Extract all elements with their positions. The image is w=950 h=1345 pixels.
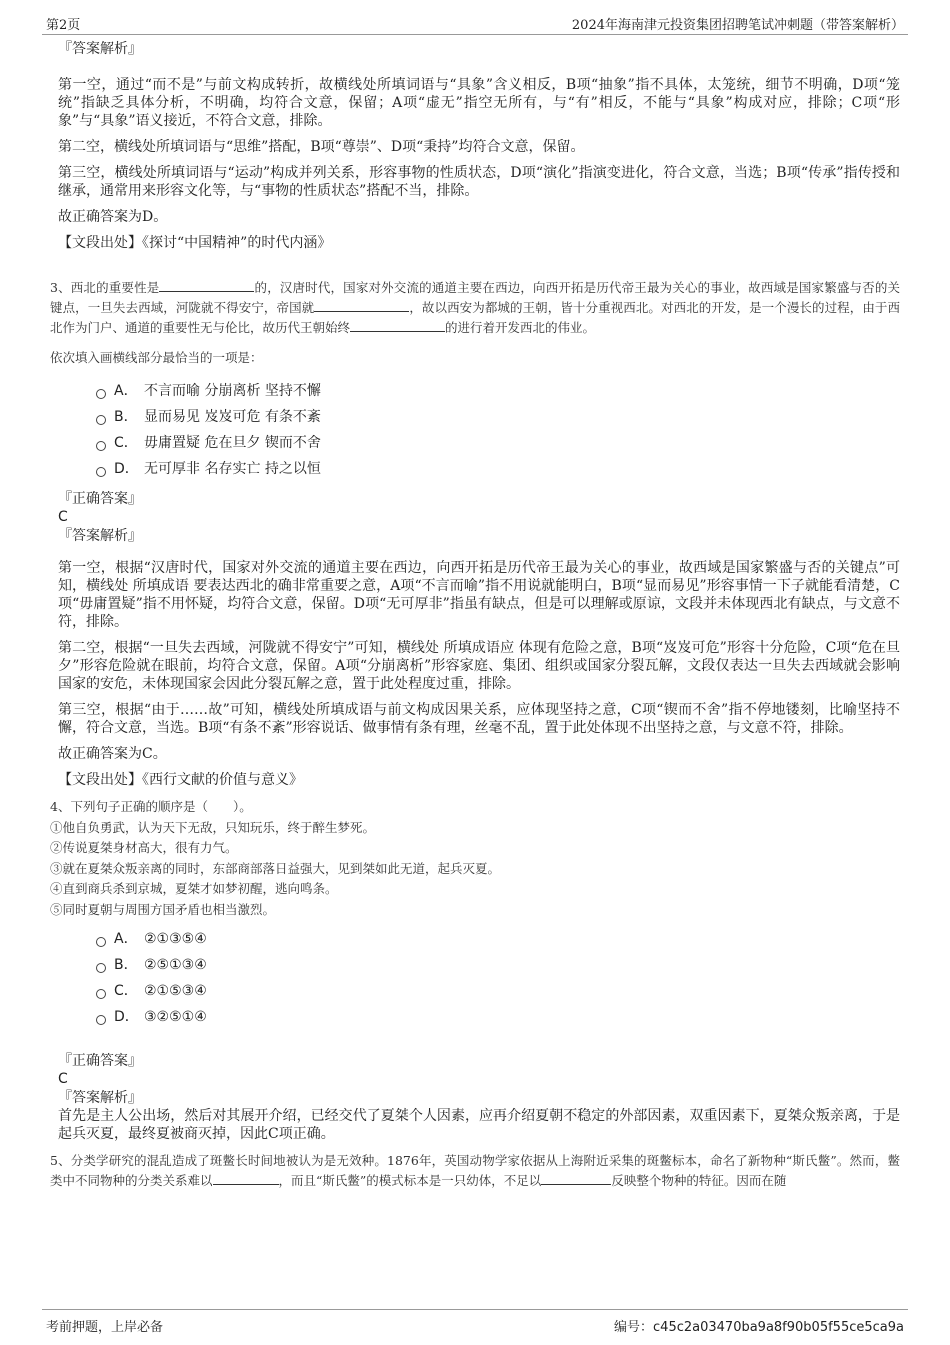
option-a[interactable]: A． 不言而喻 分崩离析 坚持不懈 xyxy=(96,378,900,404)
page-number: 第2页 xyxy=(46,18,81,33)
analysis-paragraph: 第二空，根据“一旦失去西域，河陇就不得安宁”可知，横线处 所填成语应 体现有危险之意，B项“岌岌可危”形容十分危险，C项“危在旦夕”形容危险就在眼前，均符合文意，保留。A项“分崩离析”形容家庭、集团、组织或国家分裂瓦解，文段仅表达一旦失去西域就会影响国家的安危，未体现国家会因此分裂瓦解之意，置于此处程度过重，排除。 xyxy=(58,640,900,692)
page-header xyxy=(42,10,908,35)
question-5-stem: 5、分类学研究的混乱造成了斑鳖长时间地被认为是无效种。1876年，英国动物学家依据从上海附近采集的斑鳖标本，命名了新物种“斯氏鳖”。然而，鳖类中不同物种的分类关系难以 ，而且“斯氏鳖”的模式标本是一只幼体，不足以 反映整个物种的特征。因而在随 xyxy=(50,1153,900,1188)
correct-answer: C xyxy=(58,509,68,525)
fill-blank xyxy=(314,299,409,312)
radio-button[interactable] xyxy=(96,389,106,399)
correct-answer-label: 『正确答案』 xyxy=(58,1053,142,1069)
question-4-stem: 4、下列句子正确的顺序是（ ）。 xyxy=(50,799,252,814)
sentence-2: ②传说夏桀身材高大，很有力气。 xyxy=(50,840,238,855)
radio-button[interactable] xyxy=(96,937,106,947)
correct-answer: C xyxy=(58,1071,68,1087)
analysis-paragraph: 第一空，通过“而不是”与前文构成转折，故横线处所填词语与“具象”含义相反，B项“抽象”指不具体，太笼统，细节不明确，D项“笼统”指缺乏具体分析，不明确，均符合文意，保留；A项“虚无”指空无所有，与“有”相反，不能与“具象”构成对应，排除；C项“形象”与“具象”语义接近，不符合文意，排除。 xyxy=(58,77,900,129)
radio-button[interactable] xyxy=(96,1015,106,1025)
analysis-paragraph: 第二空，横线处所填词语与“思维”搭配，B项“尊崇”、D项“秉持”均符合文意，保留。 xyxy=(58,139,585,155)
source-citation: 【文段出处】《西行文献的价值与意义》 xyxy=(58,772,303,788)
answer-analysis-label: 『答案解析』 xyxy=(58,528,142,544)
footer-slogan: 考前押题，上岸必备 xyxy=(46,1320,164,1335)
option-a[interactable]: A． ②①③⑤④ xyxy=(96,926,900,952)
radio-button[interactable] xyxy=(96,415,106,425)
sentence-4: ④直到商兵杀到京城，夏桀才如梦初醒，逃向鸣条。 xyxy=(50,881,338,896)
fill-blank xyxy=(350,319,445,332)
question-4-options xyxy=(96,926,900,1030)
analysis-paragraph: 第一空，根据“汉唐时代，国家对外交流的通道主要在西边，向西开拓是历代帝王最为关心的事业，故西域是国家繁盛与否的关键点”可知，横线处 所填成语 要表达西北的确非常重要之意，A项“不言而喻”指不用说就能明白，B项“显而易见”形容事情一下子就能看清楚，C项“毋庸置疑”指不用怀疑，均符合文意，保留。D项“无可厚非”指虽有缺点，但是可以理解或原谅，文段并未体现西北有缺点，与文意不符，排除。 xyxy=(58,560,900,630)
option-d[interactable]: D． ③②⑤①④ xyxy=(96,1004,900,1030)
option-c[interactable]: C． ②①⑤③④ xyxy=(96,978,900,1004)
answer-analysis-label: 『答案解析』 xyxy=(58,41,142,57)
source-citation: 【文段出处】《探讨“中国精神”的时代内涵》 xyxy=(58,235,332,251)
answer-analysis-label: 『答案解析』 xyxy=(58,1090,142,1106)
sentence-1: ①他自负勇武，认为天下无敌，只知玩乐，终于醉生梦死。 xyxy=(50,819,376,835)
document-id: 编号：c45c2a03470ba9a8f90b05f55ce5ca9a xyxy=(614,1320,904,1335)
correct-answer-label: 『正确答案』 xyxy=(58,491,142,507)
option-d[interactable]: D． 无可厚非 名存实亡 持之以恒 xyxy=(96,456,900,482)
option-b[interactable]: B． 显而易见 岌岌可危 有条不紊 xyxy=(96,404,900,430)
question-3-stem: 3、西北的重要性是 的，汉唐时代，国家对外交流的通道主要在西边，向西开拓是历代帝王最为关心的事业，故西域是国家繁盛与否的关键点，一旦失去西域，河陇就不得安宁，帝国就 ，故以西安为都城的王朝，皆十分重视西北。对西北的开发，是一个漫长的过程，由于西北作为门户、通道的重要性无与伦比，故历代王朝始终 的进行着开发西北的伟业。 xyxy=(50,280,900,335)
sentence-3: ③就在夏桀众叛亲离的同时，东部商部落日益强大，见到桀如此无道，起兵灭夏。 xyxy=(50,860,501,876)
main-content xyxy=(50,40,900,1191)
option-b[interactable]: B． ②⑤①③④ xyxy=(96,952,900,978)
fill-blank xyxy=(541,1172,611,1185)
document-title: 2024年海南津元投资集团招聘笔试冲刺题（带答案解析） xyxy=(571,18,904,33)
radio-button[interactable] xyxy=(96,963,106,973)
question-3-prompt: 依次填入画横线部分最恰当的一项是： xyxy=(50,350,263,365)
analysis-paragraph: 第三空，根据“由于……故”可知，横线处所填成语与前文构成因果关系，应体现坚持之意，C项“锲而不舍”指不停地镂刻，比喻坚持不懈，符合文意，当选。B项“有条不紊”形容说话、做事情有条有理，丝毫不乱，置于此处体现不出坚持之意，与文意不符，排除。 xyxy=(58,702,900,736)
fill-blank xyxy=(213,1172,279,1185)
page-footer xyxy=(42,1309,908,1336)
analysis-paragraph: 首先是主人公出场，然后对其展开介绍，已经交代了夏桀个人因素，应再介绍夏朝不稳定的外部因素，双重因素下，夏桀众叛亲离，于是起兵灭夏，最终夏被商灭掉，因此C项正确。 xyxy=(58,1108,900,1142)
fill-blank xyxy=(159,279,254,292)
analysis-conclusion: 故正确答案为C。 xyxy=(58,746,167,762)
sentence-5: ⑤同时夏朝与周围方国矛盾也相当激烈。 xyxy=(50,901,276,917)
radio-button[interactable] xyxy=(96,441,106,451)
option-c[interactable]: C． 毋庸置疑 危在旦夕 锲而不舍 xyxy=(96,430,900,456)
analysis-conclusion: 故正确答案为D。 xyxy=(58,209,168,225)
analysis-paragraph: 第三空，横线处所填词语与“运动”构成并列关系，形容事物的性质状态，D项“演化”指演变进化，符合文意，当选；B项“传承”指传授和继承，通常用来形容文化等，与“事物的性质状态”搭配不当，排除。 xyxy=(58,165,900,199)
question-3-options xyxy=(96,378,900,482)
radio-button[interactable] xyxy=(96,989,106,999)
radio-button[interactable] xyxy=(96,467,106,477)
